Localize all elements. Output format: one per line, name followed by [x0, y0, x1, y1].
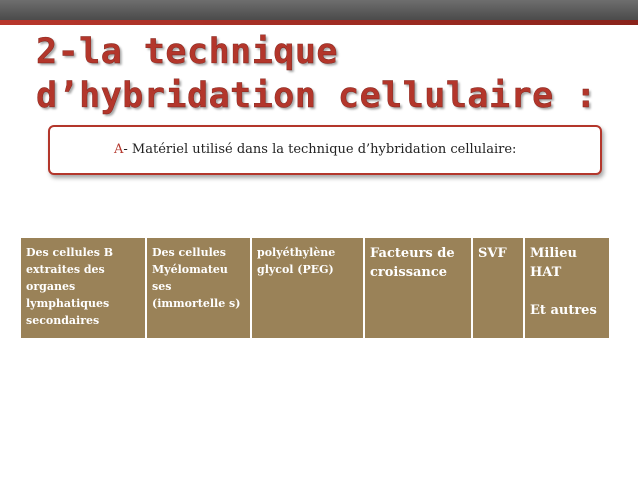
- material-cell-svf: SVF: [472, 237, 524, 339]
- material-cell-peg: polyéthylène glycol (PEG): [251, 237, 364, 339]
- slide-top-band: [0, 0, 638, 20]
- subtitle: [114, 142, 516, 157]
- material-cell-hat-medium: Milieu HAT Et autres: [524, 237, 610, 339]
- slide-accent-band: [0, 20, 638, 25]
- material-cell-growth-factors: Facteurs de croissance: [364, 237, 472, 339]
- table-row: [20, 237, 610, 339]
- subtitle-box: [48, 125, 602, 175]
- subtitle-text: - Matériel utilisé dans la technique d’hybridation cellulaire:: [123, 142, 517, 157]
- materials-table: [19, 236, 611, 340]
- slide-title: 2-la technique d’hybridation cellulaire :: [36, 32, 597, 116]
- material-cell-b-cells: Des cellules B extraites des organes lymphatiques secondaires: [20, 237, 146, 339]
- subtitle-letter: A: [114, 142, 124, 157]
- material-cell-myeloma-cells: Des cellules Myélomateu ses (immortelle s): [146, 237, 251, 339]
